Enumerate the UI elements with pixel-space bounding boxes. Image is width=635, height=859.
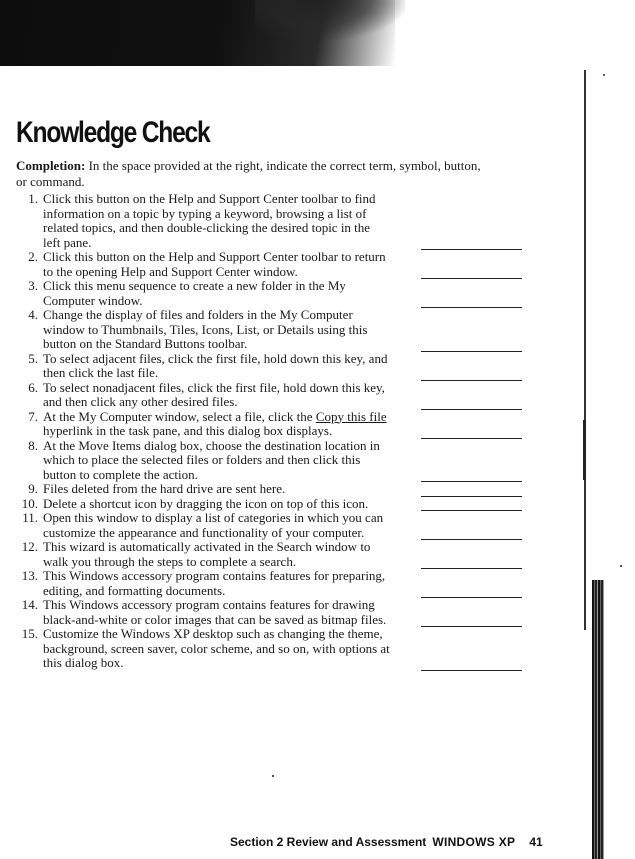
question-item xyxy=(16,308,516,352)
question-item xyxy=(16,352,516,381)
question-text: To select adjacent files, click the first file, hold down this key, and then click the last file. xyxy=(43,350,388,380)
question-text: This Windows accessory program contains features for preparing, editing, and formatting documents. xyxy=(43,568,386,598)
question-item xyxy=(16,192,516,250)
question-number: 5. xyxy=(28,350,38,366)
answer-blank[interactable] xyxy=(421,396,522,410)
answer-blank[interactable] xyxy=(421,526,522,540)
question-number: 8. xyxy=(28,437,38,453)
scan-fleck xyxy=(620,565,622,567)
question-item xyxy=(16,569,516,598)
page-footer xyxy=(230,835,543,849)
page-title: Knowledge Check xyxy=(16,116,210,149)
question-text: Change the display of files and folders in the My Computer window to Thumbnails, Tiles, Icons, List, or Details using this button on the Standard Buttons toolbar. xyxy=(43,307,368,351)
footer-section: Section 2 Review and Assessment xyxy=(230,835,427,849)
scan-shadow-tail xyxy=(255,0,405,40)
question-number: 2. xyxy=(28,249,38,264)
question-item xyxy=(16,497,516,512)
question-text: Customize the Windows XP desktop such as changing the theme, background, screen saver, color scheme, and so on, with options at this dialog box. xyxy=(43,626,390,670)
question-item xyxy=(16,250,516,279)
question-number: 13. xyxy=(21,568,38,583)
question-item xyxy=(16,511,516,540)
answer-blank[interactable] xyxy=(421,657,522,671)
question-text: At the Move Items dialog box, choose the destination location in which to place the selected files or folders and then click this button to complete the action. xyxy=(43,437,380,482)
page-number: 41 xyxy=(529,835,543,849)
binding-mark xyxy=(583,420,586,480)
question-text: Click this button on the Help and Support Center toolbar to find information on a topic by typing a keyword, browsing a list of related topics, and then double-clicking the desired topic in the left pane. xyxy=(43,191,376,250)
answer-blank[interactable] xyxy=(421,236,522,250)
question-item xyxy=(16,439,516,483)
binding-edge xyxy=(592,580,604,859)
scan-fleck xyxy=(603,74,605,76)
question-text-end: hyperlink in the task pane, and this dialog box displays. xyxy=(43,423,333,438)
question-number: 14. xyxy=(21,597,38,612)
question-text: Open this window to display a list of categories in which you can customize the appearance and functionality of your computer. xyxy=(43,510,384,540)
answer-blank[interactable] xyxy=(421,468,522,482)
question-number: 12. xyxy=(21,539,38,554)
instructions xyxy=(16,158,494,190)
question-item xyxy=(16,627,516,671)
answer-blank[interactable] xyxy=(421,367,522,381)
question-text-start: At the My Computer window, select a file, click the xyxy=(43,408,316,424)
question-list xyxy=(16,192,516,671)
question-number: 3. xyxy=(28,278,38,293)
question-number: 11. xyxy=(22,510,38,525)
question-item xyxy=(16,598,516,627)
question-number: 1. xyxy=(28,191,38,206)
question-text: This Windows accessory program contains features for drawing black-and-white or color images that can be saved as bitmap files. xyxy=(43,597,387,627)
question-item xyxy=(16,410,516,439)
answer-blank[interactable] xyxy=(421,294,522,308)
instructions-text: In the space provided at the right, indicate the correct term, symbol, button, or command. xyxy=(16,158,481,189)
question-number: 10. xyxy=(21,495,38,511)
answer-blank[interactable] xyxy=(421,584,522,598)
question-text: Click this button on the Help and Support Center toolbar to return to the opening Help and Support Center window. xyxy=(43,249,386,279)
question-text: Files deleted from the hard drive are sent here. xyxy=(43,481,286,496)
scan-fleck xyxy=(272,775,274,777)
question-item xyxy=(16,381,516,410)
question-number: 9. xyxy=(28,481,38,496)
copy-this-file-link[interactable]: Copy this file xyxy=(315,408,387,424)
question-text: Click this menu sequence to create a new folder in the My Computer window. xyxy=(43,278,346,308)
answer-blank[interactable] xyxy=(421,483,522,497)
answer-blank[interactable] xyxy=(421,425,522,439)
question-text xyxy=(43,410,390,439)
question-number: 15. xyxy=(21,626,38,641)
question-text: Delete a shortcut icon by dragging the icon on top of this icon. xyxy=(43,495,369,511)
question-number: 6. xyxy=(28,379,38,395)
answer-blank[interactable] xyxy=(421,338,522,352)
question-number: 4. xyxy=(28,307,38,322)
answer-blank[interactable] xyxy=(421,613,522,627)
question-item xyxy=(16,279,516,308)
question-item xyxy=(16,540,516,569)
binding-line xyxy=(584,70,586,630)
question-text: This wizard is automatically activated in the Search window to walk you through the steps to complete a search. xyxy=(43,539,371,569)
answer-blank[interactable] xyxy=(421,265,522,279)
question-text: To select nonadjacent files, click the first file, hold down this key, and then click any other desired files. xyxy=(43,379,385,409)
instructions-label: Completion: xyxy=(16,158,86,173)
question-item xyxy=(16,482,516,497)
question-number: 7. xyxy=(28,408,38,424)
answer-blank[interactable] xyxy=(421,555,522,569)
answer-blank[interactable] xyxy=(421,497,522,511)
footer-brand: WINDOWS XP xyxy=(432,835,516,849)
